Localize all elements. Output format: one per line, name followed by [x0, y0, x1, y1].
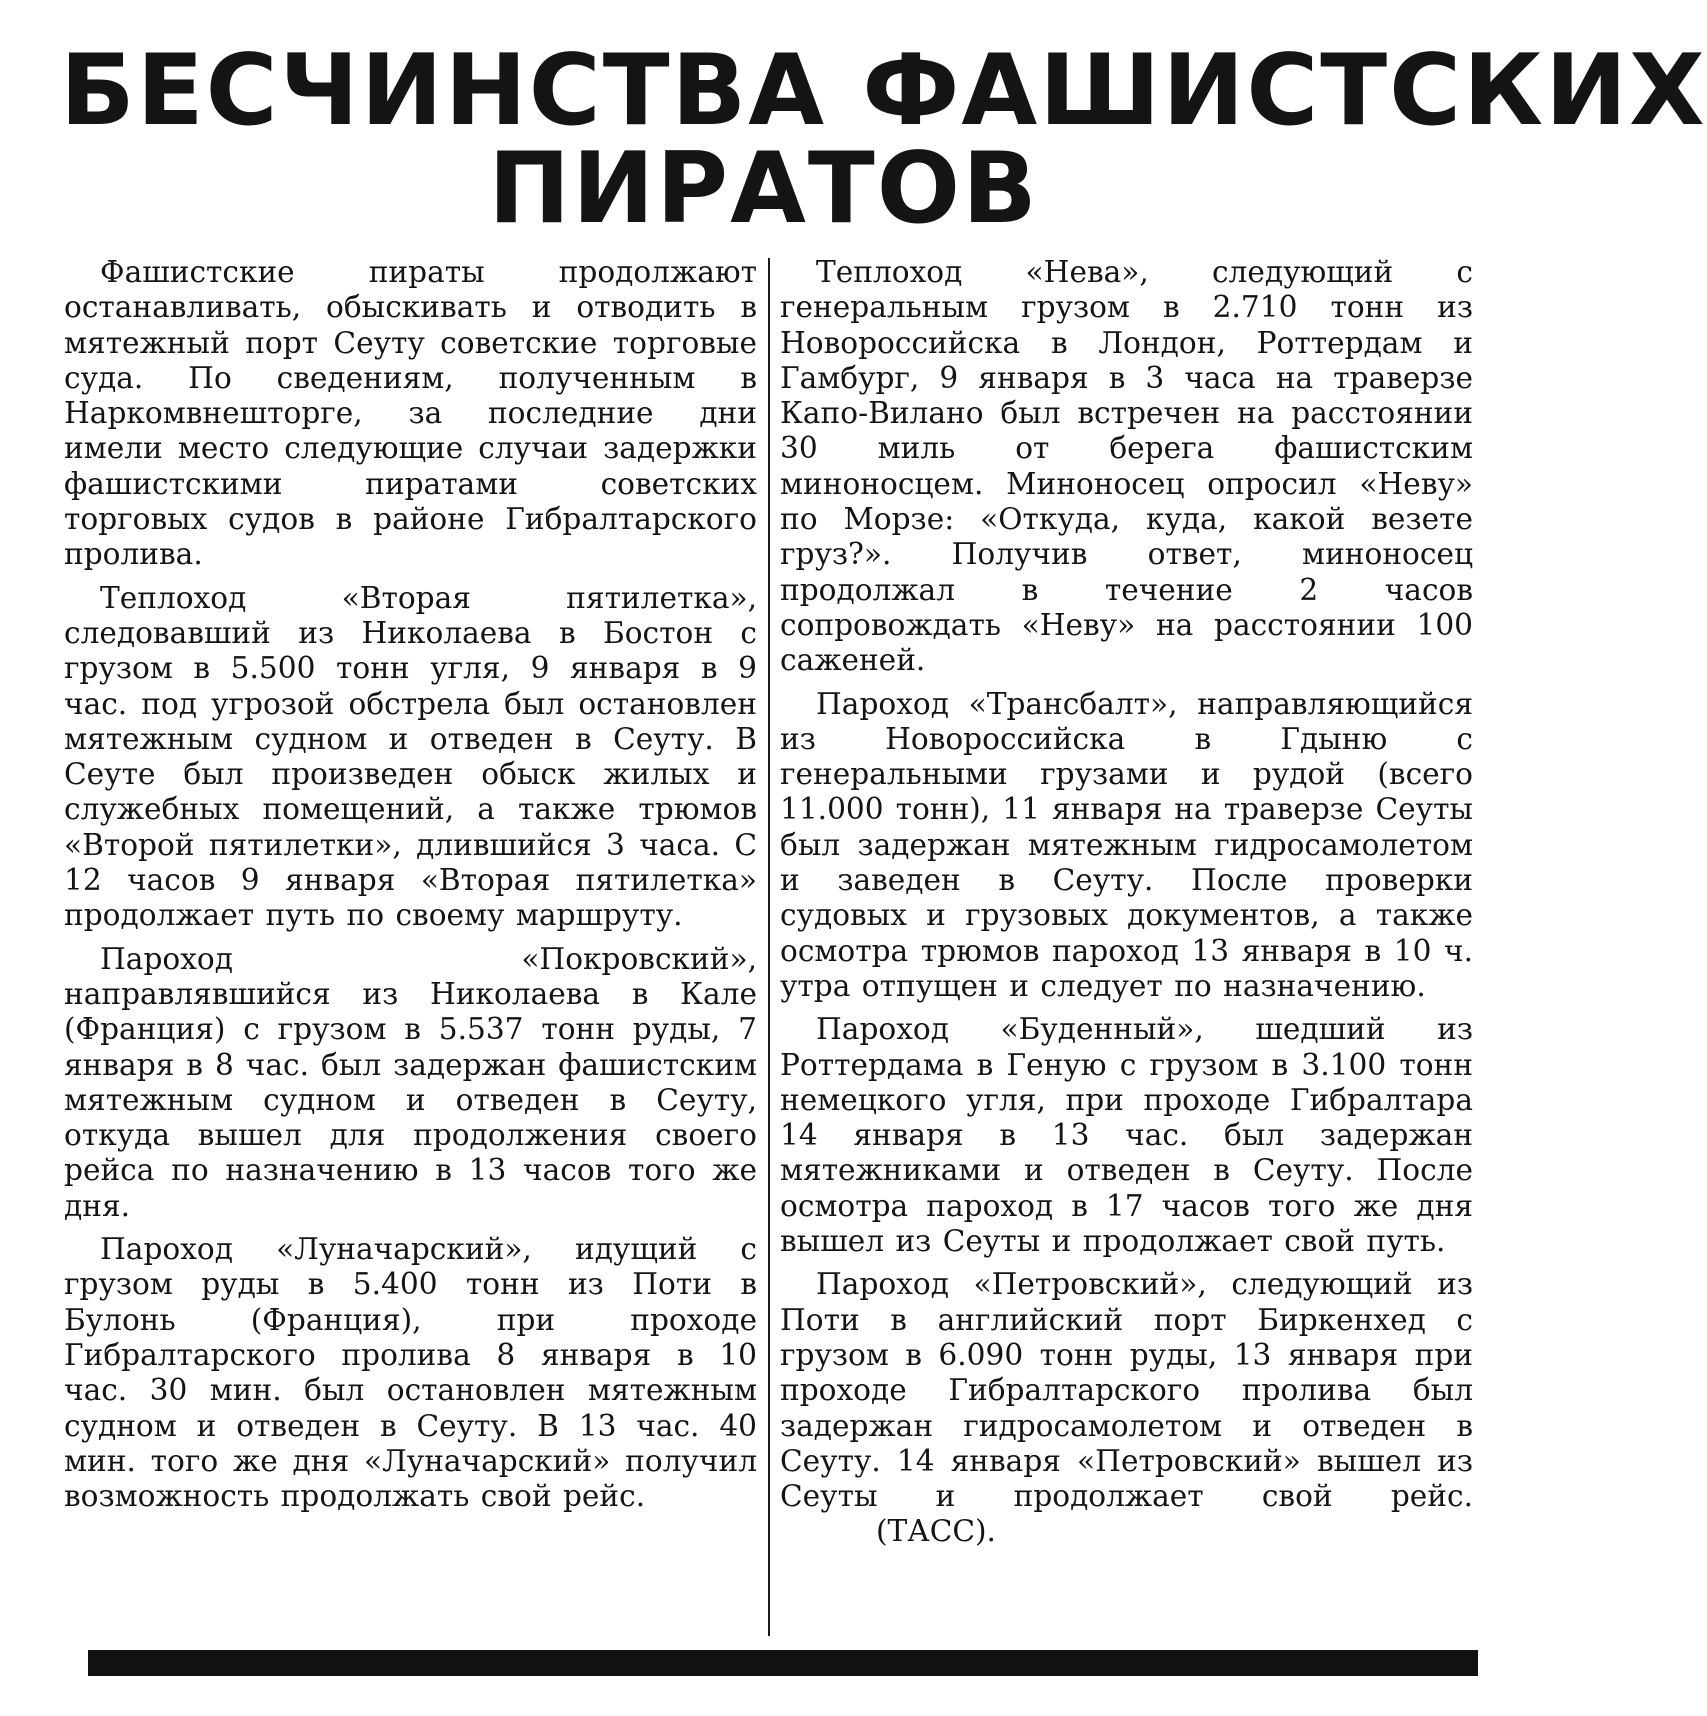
- paragraph-pokrovsky: Пароход «Покровский», направлявшийся из Николаева в Кале (Франция) с грузом в 5.537 тонн руды, 7 января в 8 час. был задержан фашистским мятежным судном и отведен в Сеуту, откуда вышел для продолжения своего рейса по назначению в 13 часов того же дня.: [64, 941, 757, 1223]
- headline-line-1: БЕСЧИНСТВА ФАШИСТСКИХ: [60, 34, 1707, 148]
- tass-signature: (ТАСС).: [876, 1514, 996, 1549]
- headline-line-2: ПИРАТОВ: [488, 132, 1039, 246]
- paragraph-neva: Теплоход «Нева», следующий с генеральным грузом в 2.710 тонн из Новороссийска в Лондон, Роттердам и Гамбург, 9 января в 3 часа на траверзе Капо-Вилано был встречен на расстоянии 30 миль от берега фашистским миноносцем. Миноносец опросил «Неву» по Морзе: «Откуда, куда, какой везете груз?». Получив ответ, миноносец продолжал в течение 2 часов сопровождать «Неву» на расстоянии 100 саженей.: [780, 255, 1473, 678]
- column-divider: [768, 258, 770, 1636]
- bottom-rule: [88, 1650, 1478, 1676]
- paragraph-budenny: Пароход «Буденный», шедший из Роттердама в Геную с грузом в 3.100 тонн немецкого угля, при проходе Гибралтара 14 января в 13 час. был задержан мятежниками и отведен в Сеуту. После осмотра пароход в 17 часов того же дня вышел из Сеуты и продолжает свой путь.: [780, 1012, 1473, 1259]
- paragraph-petrovsky: [780, 1267, 1473, 1549]
- paragraph-lunacharsky: Пароход «Луначарский», идущий с грузом руды в 5.400 тонн из Поти в Булонь (Франция), при проходе Гибралтарского пролива 8 января в 10 час. 30 мин. был остановлен мятежным судном и отведен в Сеуту. В 13 час. 40 мин. того же дня «Луначарский» получил возможность продолжать свой рейс.: [64, 1232, 757, 1514]
- right-column: [780, 255, 1473, 1558]
- paragraph-transbalt: Пароход «Трансбалт», направляющийся из Новороссийска в Гдыню с генеральными грузами и рудой (всего 11.000 тонн), 11 января на траверзе Сеуты был задержан мятежным гидросамолетом и заведен в Сеуту. После проверки судовых и грузовых документов, а также осмотра трюмов пароход 13 января в 10 ч. утра отпущен и следует по назначению.: [780, 686, 1473, 1003]
- paragraph-intro: Фашистские пираты продолжают останавливать, обыскивать и отводить в мятежный порт Сеуту советские торговые суда. По сведениям, полученным в Наркомвнешторге, за последние дни имели место следующие случаи задержки фашистскими пиратами советских торговых судов в районе Гибралтарского пролива.: [64, 255, 757, 572]
- paragraph-vtoraya-pyatiletka: Теплоход «Вторая пятилетка», следовавший из Николаева в Бостон с грузом в 5.500 тонн угля, 9 января в 9 час. под угрозой обстрела был остановлен мятежным судном и отведен в Сеуту. В Сеуте был произведен обыск жилых и служебных помещений, а также трюмов «Второй пятилетки», длившийся 3 часа. С 12 часов 9 января «Вторая пятилетка» продолжает путь по своему маршруту.: [64, 580, 757, 933]
- left-column: [64, 255, 757, 1522]
- petrovsky-text: Пароход «Петровский», следующий из Поти в английский порт Биркенхед с грузом в 6.090 тонн руды, 13 января при проходе Гибралтарского пролива был задержан гидросамолетом и отведен в Сеуту. 14 января «Петровский» вышел из Сеуты и продолжает свой рейс.: [780, 1267, 1473, 1514]
